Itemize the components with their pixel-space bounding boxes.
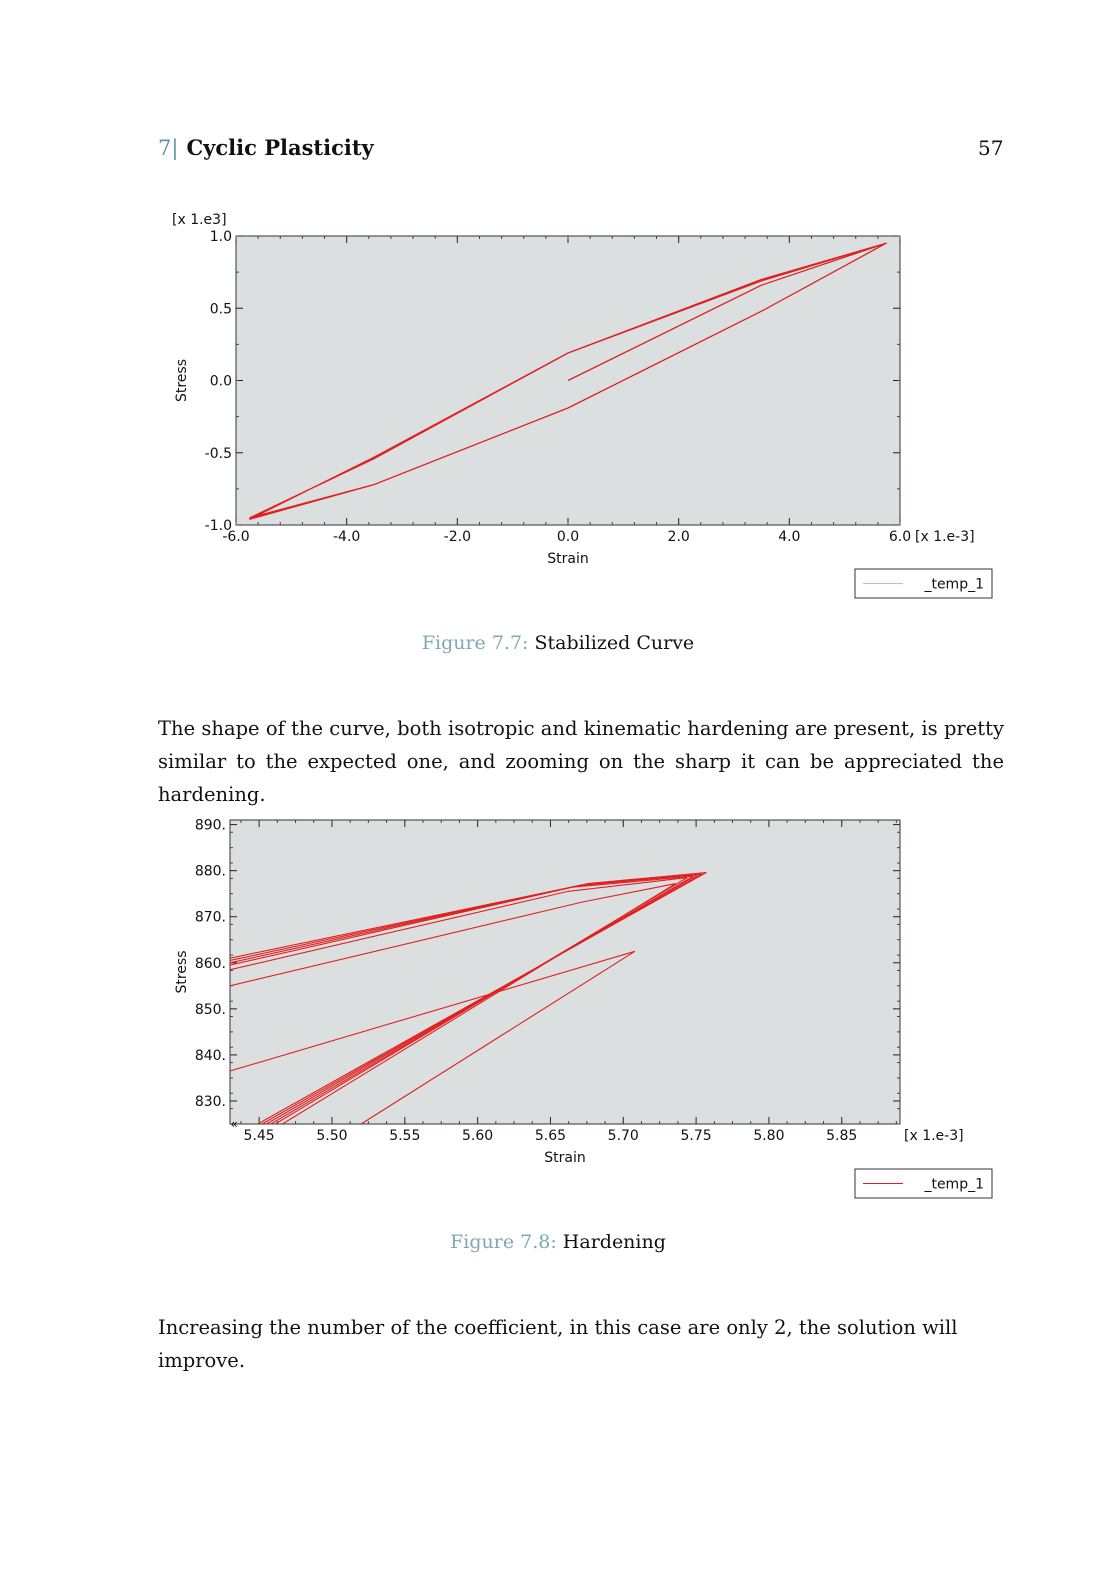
x-multiplier-label: [x 1.e-3]	[904, 1128, 964, 1144]
y-tick-label: 0.0	[209, 373, 232, 390]
x-tick-label: 5.70	[607, 1128, 639, 1144]
x-tick-label: 5.85	[826, 1128, 858, 1144]
axis-arrow-icon: «	[230, 1117, 238, 1131]
figure-7-8-caption	[0, 1231, 1116, 1253]
x-tick-label: -2.0	[443, 529, 471, 545]
y-tick-label: 880.	[194, 863, 226, 880]
x-tick-label: -4.0	[333, 529, 361, 545]
caption-label: Figure 7.7:	[421, 632, 529, 654]
x-tick-label: 5.45	[243, 1128, 275, 1144]
chapter-number: 7	[158, 136, 172, 160]
y-tick-label: 830.	[194, 1093, 226, 1110]
y-tick-label: 0.5	[209, 301, 232, 318]
chart-hardening	[174, 818, 992, 1198]
x-tick-label: 5.80	[753, 1128, 785, 1144]
y-tick-label: 1.0	[209, 229, 232, 245]
y-tick-label: 860.	[194, 955, 226, 972]
x-tick-label: 0.0	[556, 529, 580, 545]
y-tick-label: 840.	[194, 1047, 226, 1064]
caption-text: Stabilized Curve	[534, 632, 695, 654]
x-tick-label: 5.55	[389, 1128, 421, 1144]
chart-stabilized-curve	[172, 212, 992, 598]
y-multiplier-label: [x 1.e3]	[172, 212, 227, 228]
y-tick-label: 870.	[194, 909, 226, 926]
x-axis-label: Strain	[547, 551, 589, 567]
legend	[855, 1169, 992, 1198]
y-tick-label: -0.5	[204, 445, 232, 462]
y-tick-label: 850.	[194, 1001, 226, 1018]
caption-label: Figure 7.8:	[450, 1231, 557, 1253]
chapter-title: Cyclic Plasticity	[186, 135, 374, 160]
y-axis-label: Stress	[174, 358, 190, 403]
caption-text: Hardening	[562, 1231, 666, 1253]
x-tick-label: 5.75	[680, 1128, 712, 1144]
chapter-separator: |	[171, 136, 179, 160]
x-tick-label: -6.0	[222, 529, 250, 545]
x-axis-label: Strain	[544, 1150, 586, 1166]
x-tick-label: 5.60	[462, 1128, 494, 1144]
x-tick-label: 5.50	[316, 1128, 348, 1144]
legend-label: _temp_1	[924, 1176, 984, 1193]
y-tick-label: 890.	[194, 817, 226, 834]
paragraph-1: The shape of the curve, both isotropic and kinematic hardening are present, is pretty similar to the expected one, and zooming on the sharp it can be appreciated the hardening.	[158, 717, 1004, 806]
x-tick-label: 4.0	[778, 529, 801, 545]
figure-7-7-caption	[0, 632, 1116, 654]
legend	[855, 569, 992, 598]
page-number: 57	[978, 136, 1004, 160]
x-tick-label: 6.0	[888, 529, 912, 545]
x-tick-label: 5.65	[534, 1128, 567, 1144]
legend-label: _temp_1	[924, 576, 984, 593]
x-multiplier-label: [x 1.e-3]	[915, 529, 975, 545]
y-tick-label: -1.0	[204, 518, 232, 534]
paragraph-2: Increasing the number of the coefficient, in this case are only 2, the solution will improve.	[158, 1316, 958, 1372]
y-axis-label: Stress	[174, 950, 190, 994]
x-tick-label: 2.0	[667, 529, 690, 545]
